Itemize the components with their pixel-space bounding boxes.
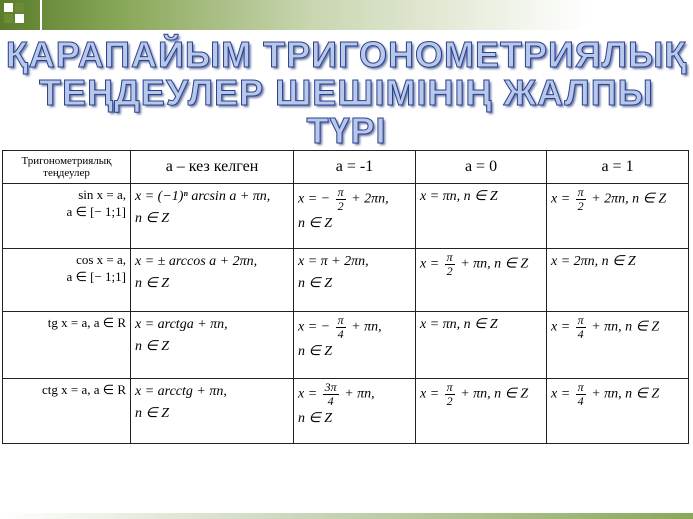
fraction-denominator: 2: [337, 199, 344, 213]
formula-text: + πn, n ∈ Z: [591, 386, 660, 402]
equation-text: sin x = a,: [78, 187, 126, 202]
equation-text: ctg x = a, a ∈ R: [42, 382, 126, 397]
header-a-one: a = 1: [547, 151, 689, 184]
solution-a-minus-one: [294, 379, 416, 444]
solution-a-zero: [416, 379, 547, 444]
fraction-numerator: 3π: [324, 380, 337, 394]
equation-text: tg x = a, a ∈ R: [47, 315, 126, 330]
fraction: [576, 381, 586, 408]
solution-a-zero: [416, 184, 547, 249]
fraction: [323, 381, 339, 408]
formula-text: + 2πn, n ∈ Z: [591, 191, 667, 207]
table-row: [3, 379, 689, 444]
formula-text: + 2πn,: [351, 191, 389, 207]
formula-text: x =: [551, 319, 571, 335]
formula-text: + πn, n ∈ Z: [460, 256, 529, 272]
fraction: [576, 186, 586, 213]
header-a-zero: a = 0: [416, 151, 547, 184]
solution-a-one: [547, 184, 689, 249]
square-decoration: [4, 14, 13, 23]
formula-text: x = π + 2πn,: [298, 254, 369, 269]
fraction-denominator: 2: [446, 264, 453, 278]
fraction-denominator: 4: [337, 327, 344, 341]
solution-a-one: [547, 379, 689, 444]
formula-text: x = −: [298, 191, 331, 207]
condition-text: a ∈ [− 1;1]: [66, 269, 126, 284]
solution-a-zero: [416, 312, 547, 379]
fraction-numerator: π: [446, 380, 453, 394]
formula-text: x =: [420, 256, 440, 272]
table-row: [3, 184, 689, 249]
fraction-denominator: 4: [577, 327, 584, 341]
n-in-z: n ∈ Z: [298, 216, 332, 231]
formula-text: x =: [420, 386, 440, 402]
formula-text: x =: [298, 386, 318, 402]
title-line-1: ҚАРАПАЙЫМ ТРИГОНОМЕТРИЯЛЫҚ: [5, 34, 688, 75]
trig-solutions-table: [2, 150, 689, 444]
header-divider: [40, 0, 42, 30]
fraction-denominator: 2: [446, 394, 453, 408]
fraction-numerator: π: [577, 313, 584, 327]
solution-a-minus-one: [294, 184, 416, 249]
formula-text: + πn, n ∈ Z: [591, 319, 660, 335]
formula-text: x = πn, n ∈ Z: [420, 317, 498, 332]
header-band: [0, 0, 693, 30]
formula-text: + πn, n ∈ Z: [460, 386, 529, 402]
table-row: [3, 249, 689, 312]
n-in-z: n ∈ Z: [298, 344, 332, 359]
formula-text: x = ± arccos a + 2πn,: [135, 254, 258, 269]
condition-text: a ∈ [− 1;1]: [66, 204, 126, 219]
solution-a-zero: [416, 249, 547, 312]
fraction-denominator: 4: [577, 394, 584, 408]
header-any-a: a – кез келген: [131, 151, 294, 184]
solution-a-minus-one: [294, 249, 416, 312]
formula-text: + πn,: [344, 386, 375, 402]
n-in-z: n ∈ Z: [135, 406, 169, 421]
slide-title: [0, 36, 693, 150]
solution-a-one: [547, 249, 689, 312]
fraction: [576, 314, 586, 341]
formula-text: x = πn, n ∈ Z: [420, 189, 498, 204]
fraction: [445, 381, 455, 408]
general-solution: [131, 379, 294, 444]
general-solution: [131, 184, 294, 249]
n-in-z: n ∈ Z: [135, 339, 169, 354]
n-in-z: n ∈ Z: [135, 276, 169, 291]
formula-text: x =: [551, 191, 571, 207]
table-header-row: [3, 151, 689, 184]
fraction-numerator: π: [446, 250, 453, 264]
fraction-numerator: π: [337, 313, 344, 327]
formula-text: x = 2πn, n ∈ Z: [551, 254, 636, 269]
footer-band: [0, 513, 693, 519]
formula-text: x = arctga + πn,: [135, 317, 228, 332]
solution-a-one: [547, 312, 689, 379]
formula-text: x = (−1)ⁿ arcsin a + πn,: [135, 189, 271, 204]
table-row: [3, 312, 689, 379]
fraction-numerator: π: [577, 185, 584, 199]
equation-text: cos x = a,: [76, 252, 126, 267]
row-equation: [3, 379, 131, 444]
row-equation: [3, 184, 131, 249]
general-solution: [131, 249, 294, 312]
square-decoration: [4, 3, 13, 12]
header-a-minus-one: a = -1: [294, 151, 416, 184]
title-line-2: ТЕҢДЕУЛЕР ШЕШІМІНІҢ ЖАЛПЫ ТҮРІ: [39, 72, 654, 151]
fraction: [445, 251, 455, 278]
formula-text: x =: [551, 386, 571, 402]
n-in-z: n ∈ Z: [298, 276, 332, 291]
fraction-numerator: π: [337, 185, 344, 199]
formula-text: x = arcctg + πn,: [135, 384, 227, 399]
header-equations: Тригонометриялық теңдеулер: [3, 151, 131, 184]
formula-text: x = −: [298, 319, 331, 335]
fraction-denominator: 2: [577, 199, 584, 213]
n-in-z: n ∈ Z: [298, 411, 332, 426]
general-solution: [131, 312, 294, 379]
row-equation: [3, 249, 131, 312]
formula-text: + πn,: [351, 319, 382, 335]
n-in-z: n ∈ Z: [135, 211, 169, 226]
fraction-denominator: 4: [327, 394, 334, 408]
square-decoration: [15, 3, 24, 12]
fraction: [336, 186, 346, 213]
fraction: [336, 314, 346, 341]
solution-a-minus-one: [294, 312, 416, 379]
row-equation: [3, 312, 131, 379]
fraction-numerator: π: [577, 380, 584, 394]
square-decoration: [15, 14, 24, 23]
